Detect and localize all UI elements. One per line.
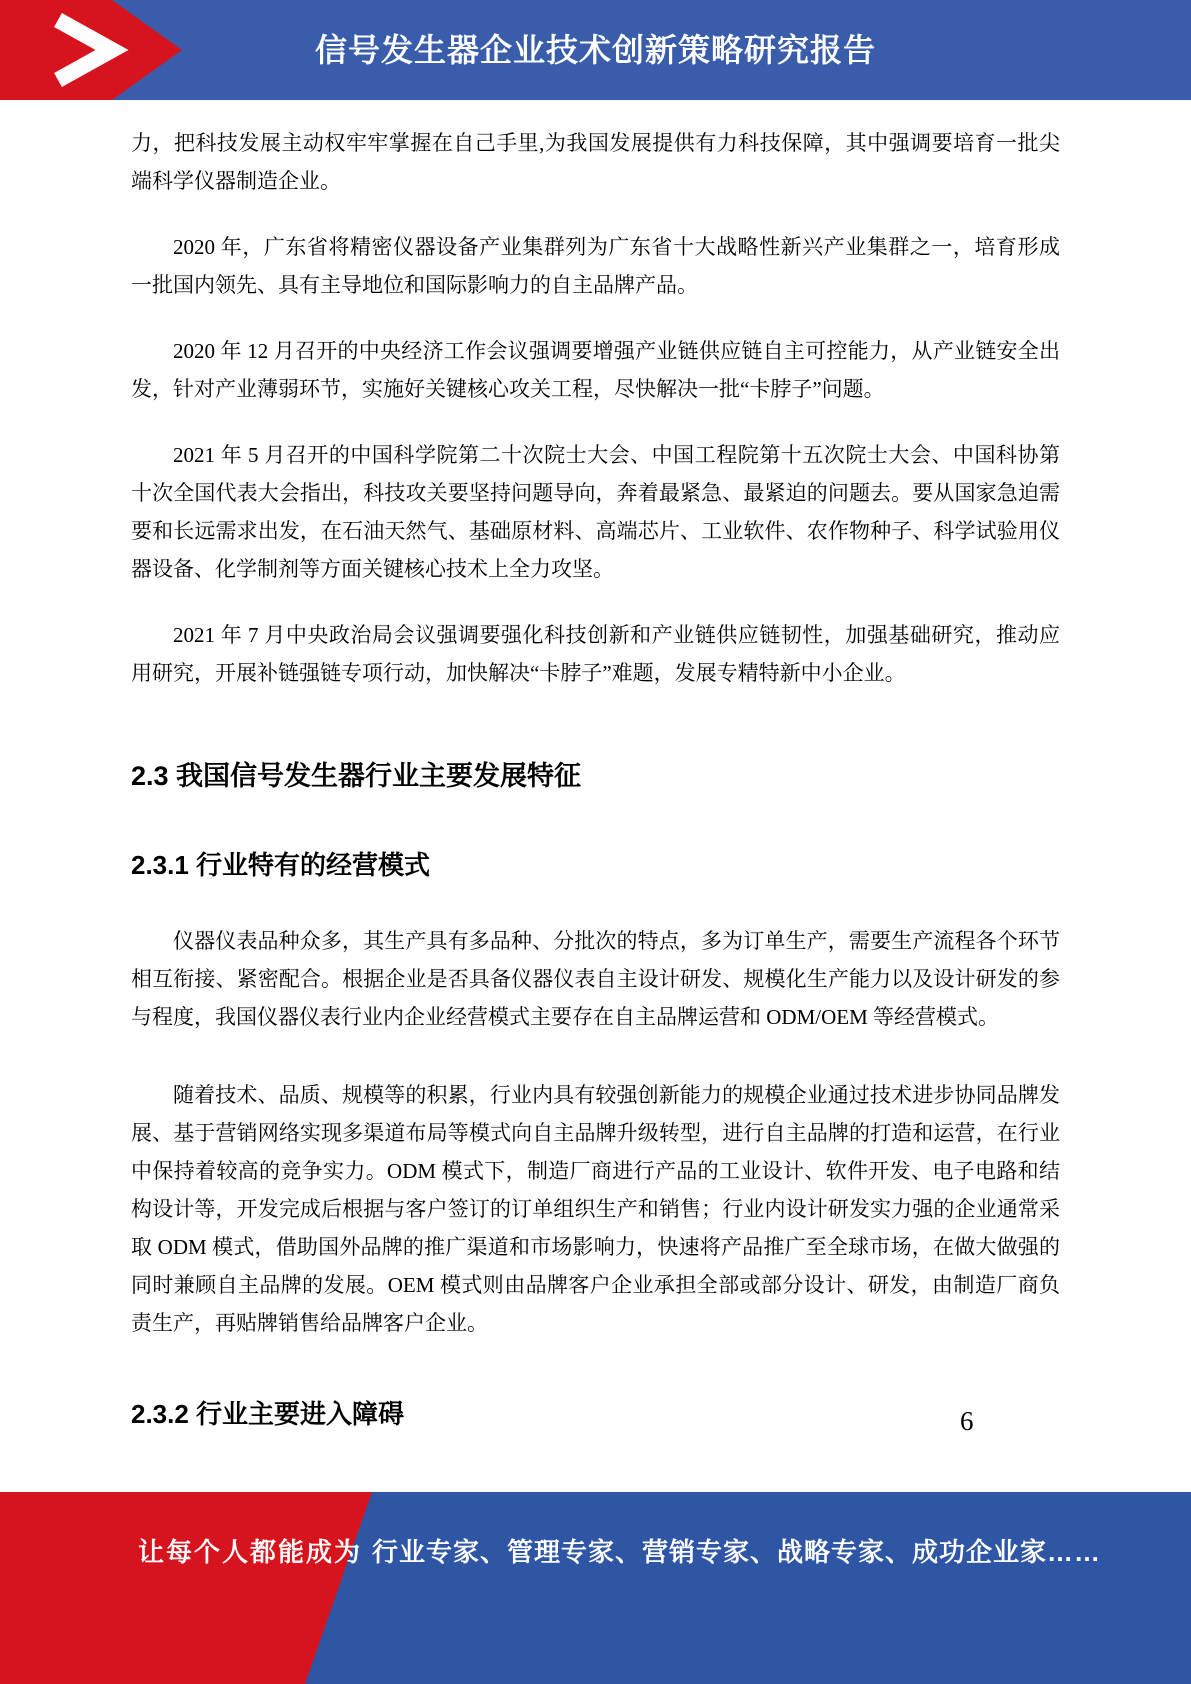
footer-slogan-left: 让每个人都能成为 (138, 1537, 363, 1567)
section-heading-2-3-1: 2.3.1 行业特有的经营模式 (131, 850, 431, 880)
paragraph: 随着技术、品质、规模等的积累，行业内具有较强创新能力的规模企业通过技术进步协同品牌发展、基于营销网络实现多渠道布局等模式向自主品牌升级转型，进行自主品牌的打造和运营，在行业中保持着较高的竞争实力。ODM 模式下，制造厂商进行产品的工业设计、软件开发、电子电路和结构设计等，开发完成后根据与客户签订的订单组织生产和销售；行业内设计研发实力强的企业通常采取 ODM 模式，借助国外品牌的推广渠道和市场影响力，快速将产品推广至全球市场，在做大做强的同时兼顾自主品牌的发展。OEM 模式则由品牌客户企业承担全部或部分设计、研发，由制造厂商负责生产，再贴牌销售给品牌客户企业。 (131, 1083, 1060, 1335)
paragraph: 2020 年 12 月召开的中央经济工作会议强调要增强产业链供应链自主可控能力，从产业链安全出发，针对产业薄弱环节，实施好关键核心攻关工程，尽快解决一批“卡脖子”问题。 (131, 339, 1060, 401)
section-heading-2-3-2: 2.3.2 行业主要进入障碍 (131, 1399, 405, 1429)
footer-banner (0, 1492, 1191, 1684)
paragraph: 2020 年，广东省将精密仪器设备产业集群列为广东省十大战略性新兴产业集群之一，培育形成一批国内领先、具有主导地位和国际影响力的自主品牌产品。 (131, 235, 1060, 297)
paragraph: 2021 年 5 月召开的中国科学院第二十次院士大会、中国工程院第十五次院士大会、中国科协第十次全国代表大会指出，科技攻关要坚持问题导向，奔着最紧急、最紧迫的问题去。要从国家急迫需要和长远需求出发，在石油天然气、基础原材料、高端芯片、工业软件、农作物种子、科学试验用仪器设备、化学制剂等方面关键核心技术上全力攻坚。 (131, 443, 1060, 581)
header-banner (0, 0, 1191, 100)
section-heading-2-3: 2.3 我国信号发生器行业主要发展特征 (131, 761, 582, 791)
paragraph: 仪器仪表品种众多，其生产具有多品种、分批次的特点，多为订单生产，需要生产流程各个环节相互衔接、紧密配合。根据企业是否具备仪器仪表自主设计研发、规模化生产能力以及设计研发的参与程度，我国仪器仪表行业内企业经营模式主要存在自主品牌运营和 ODM/OEM 等经营模式。 (131, 929, 1060, 1029)
report-title: 信号发生器企业技术创新策略研究报告 (314, 32, 876, 68)
footer-red-shape (0, 1492, 372, 1684)
page-number: 6 (960, 1406, 974, 1436)
footer-slogan-right: 行业专家、管理专家、营销专家、战略专家、成功企业家…… (372, 1537, 1102, 1567)
paragraph: 力，把科技发展主动权牢牢掌握在自己手里,为我国发展提供有力科技保障，其中强调要培育一批尖端科学仪器制造企业。 (131, 131, 1060, 193)
paragraph: 2021 年 7 月中央政治局会议强调要强化科技创新和产业链供应链韧性，加强基础研究，推动应用研究，开展补链强链专项行动，加快解决“卡脖子”难题，发展专精特新中小企业。 (131, 623, 1060, 685)
document-body (131, 100, 1060, 1431)
